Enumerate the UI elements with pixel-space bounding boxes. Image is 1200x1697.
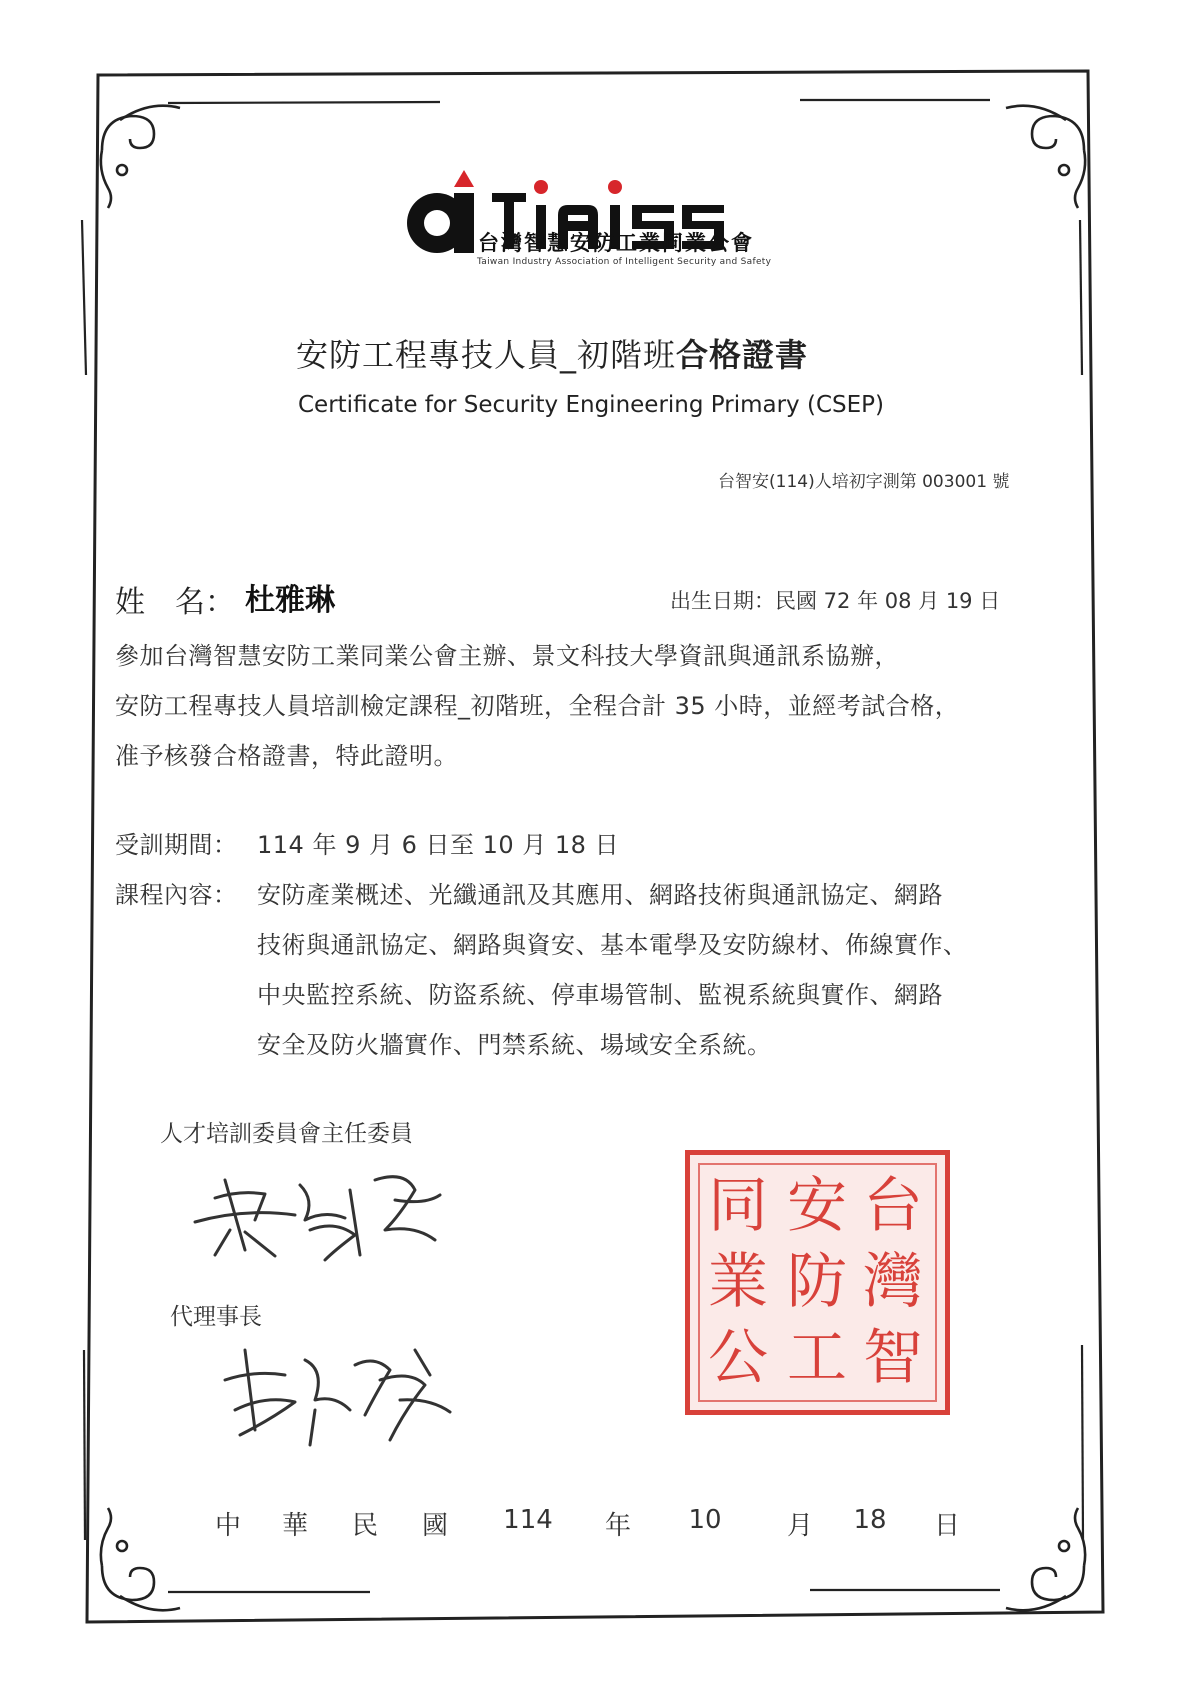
- seal-character: 業: [708, 1247, 768, 1317]
- logo-english-name: Taiwan Industry Association of Intelligent Security and Safety: [477, 257, 772, 267]
- certificate-title: [296, 330, 808, 376]
- recipient-name: 杜雅琳: [245, 583, 335, 618]
- seal-character: 安: [787, 1171, 847, 1241]
- training-period-label: 受訓期間：: [115, 831, 238, 859]
- handwritten-signature-committee-chair: [185, 1160, 465, 1270]
- seal-character: 智: [863, 1323, 923, 1393]
- issue-date-part: 民: [351, 1511, 378, 1541]
- issue-date-part: 18: [853, 1505, 887, 1535]
- birth-date: 出生日期：民國 72 年 08 月 19 日: [670, 589, 1001, 613]
- seal-character: 同: [708, 1171, 768, 1241]
- title-emphasis: 合格證書: [676, 336, 809, 374]
- issue-date: [0, 1505, 1200, 1545]
- signatory-title-committee-chair: 人才培訓委員會主任委員: [160, 1121, 413, 1147]
- signatory-title-acting-chairman: 代理事長: [170, 1304, 262, 1330]
- course-content-line: 技術與通訊協定、網路與資安、基本電學及安防線材、佈線實作、: [257, 931, 968, 959]
- certificate-title-english: Certificate for Security Engineering Primary (CSEP): [298, 392, 884, 418]
- statement-line: 參加台灣智慧安防工業同業公會主辦、景文科技大學資訊與通訊系協辦，: [115, 642, 899, 670]
- corner-ornament-top-left: [101, 106, 180, 208]
- issue-date-part: 月: [786, 1511, 813, 1541]
- title-prefix: 安防工程專技人員_初階班: [296, 336, 677, 374]
- seal-column: [855, 1168, 931, 1396]
- seal-character: 台: [863, 1171, 923, 1241]
- name-label: 姓 名：: [115, 585, 235, 620]
- course-content-line: 安防產業概述、光纖通訊及其應用、網路技術與通訊協定、網路: [257, 881, 943, 909]
- handwritten-signature-acting-chairman: [215, 1340, 475, 1460]
- issue-date-part: 國: [421, 1511, 448, 1541]
- course-content-label: 課程內容：: [115, 881, 238, 909]
- issue-date-part: 中: [214, 1511, 241, 1541]
- issue-date-part: 日: [933, 1511, 960, 1541]
- statement-line: 安防工程專技人員培訓檢定課程_初階班，全程合計 35 小時，並經考試合格，: [115, 692, 960, 720]
- seal-column: [779, 1168, 855, 1396]
- issue-date-part: 年: [604, 1511, 631, 1541]
- seal-column: [700, 1168, 776, 1396]
- corner-ornament-top-right: [1006, 106, 1085, 208]
- seal-character: 防: [787, 1247, 847, 1317]
- course-content-line: 中央監控系統、防盜系統、停車場管制、監視系統與實作、網路: [257, 981, 943, 1009]
- course-content-line: 安全及防火牆實作、門禁系統、場域安全系統。: [257, 1031, 772, 1059]
- certificate-number: 台智安(114)人培初字測第 003001 號: [718, 472, 1010, 492]
- seal-character: 灣: [863, 1247, 923, 1317]
- tiaiss-logo: [392, 165, 812, 295]
- issue-date-part: 10: [688, 1505, 722, 1535]
- training-period-value: 114 年 9 月 6 日至 10 月 18 日: [257, 831, 620, 859]
- statement-line: 准予核發合格證書，特此證明。: [115, 742, 458, 770]
- issue-date-part: 華: [281, 1511, 308, 1541]
- logo-chinese-name: 台灣智慧安防工業同業公會: [478, 231, 754, 255]
- official-seal: [685, 1150, 950, 1415]
- seal-character: 公: [708, 1323, 768, 1393]
- seal-character: 工: [787, 1323, 847, 1393]
- issue-date-part: 114: [503, 1505, 553, 1535]
